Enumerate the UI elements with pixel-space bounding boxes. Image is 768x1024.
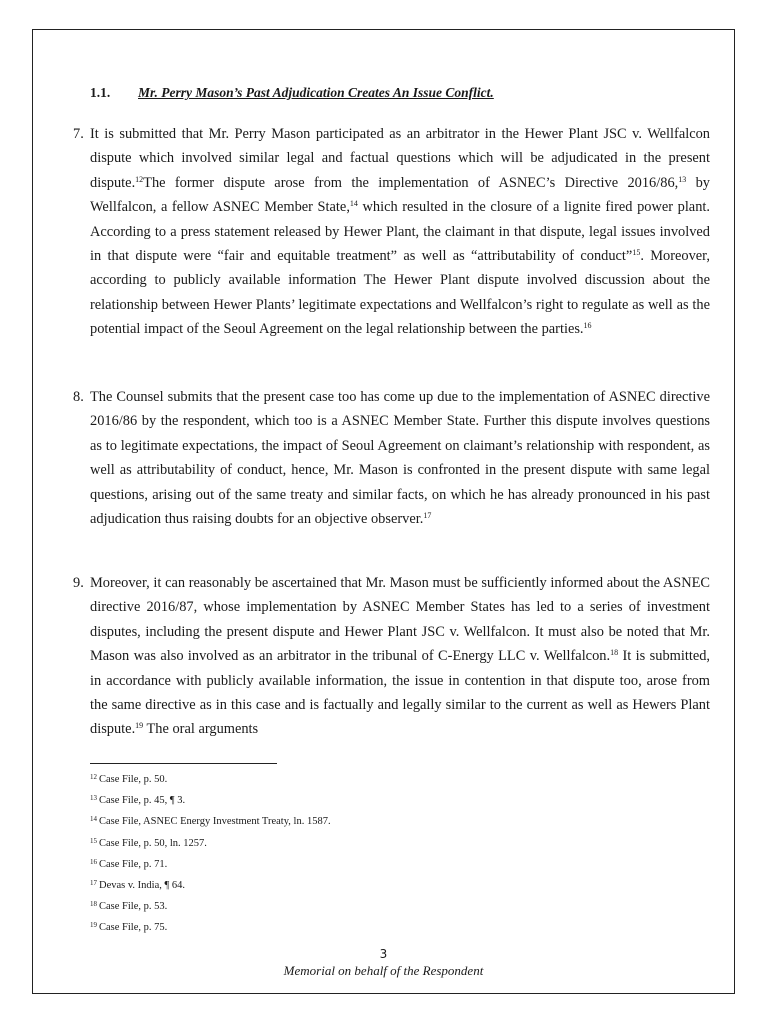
paragraph-text: by Wellfalcon, a fellow ASNEC Member State, [90, 174, 710, 216]
footnote: $^{17}$ Devas v. India, ¶ 64. [90, 878, 186, 891]
footnote-ref: 15 [632, 248, 641, 258]
paragraph-text: . Moreover, according to publicly available information The Hewer Plant dispute involved discussion about the relationship between Hewer Plants’ legitimate expectations and Wellfalcon’s right to regulate as well as the potential impact of the Seoul Agreement on the legal relationship between the parties. [90, 248, 710, 338]
footnote-ref: 12 [135, 174, 144, 184]
paragraph-number: 7. [73, 126, 84, 142]
footnote-ref: 14 [349, 199, 358, 209]
paragraph-8 [73, 385, 710, 531]
footnote: $^{19}$ Case File, p. 75. [90, 921, 168, 934]
footer-title: Memorial on behalf of the Respondent [283, 963, 484, 978]
document-page [32, 29, 735, 994]
footnote-ref: 18 [610, 648, 619, 658]
section-heading [90, 85, 494, 101]
paragraph-text: It is submitted, in accordance with publicly available information, the issue in contention in that dispute too, arose from the same directive as in this case and is factually and legally similar to the current as well as Hewers Plant dispute. [90, 648, 711, 738]
page-number: 3 [379, 947, 388, 961]
section-title: Mr. Perry Mason’s Past Adjudication Creates An Issue Conflict. [138, 85, 494, 100]
paragraph-text: It is submitted that Mr. Perry Mason participated as an arbitrator in the Hewer Plant JSC v. Wellfalcon dispute which involved similar legal and factual questions which will be adjudicated in the present dispute. [90, 126, 710, 191]
footnote-ref: 16 [583, 321, 592, 331]
footnotes [90, 769, 331, 939]
section-number: 1.1. [90, 85, 111, 100]
footnote: $^{16}$ Case File, p. 71. [90, 857, 168, 870]
paragraph-number: 9. [73, 575, 84, 591]
paragraph-7 [73, 122, 710, 342]
footnote: $^{15}$ Case File, p. 50, ln. 1257. [90, 836, 207, 849]
paragraph-body [90, 571, 710, 742]
paragraph-9 [73, 571, 711, 742]
footnote: $^{12}$ Case File, p. 50. [90, 773, 168, 785]
paragraph-text: which resulted in the closure of a lignite fired power plant. According to a press statement released by Hewer Plant, the claimant in that dispute, legal issues involved in that dispute were “fair and equitable treatment” as well as “attributability of conduct” [90, 199, 710, 265]
footnote-ref: 19 [135, 721, 144, 731]
paragraph-text: The oral arguments [143, 721, 259, 738]
footnote-ref: 17 [423, 511, 432, 521]
paragraph-text: The former dispute arose from the implementation of ASNEC’s Directive 2016/86, [143, 174, 679, 191]
footnote-ref: 13 [678, 174, 687, 184]
paragraph-number: 8. [73, 389, 84, 405]
footnote: $^{14}$ Case File, ASNEC Energy Investment Treaty, ln. 1587. [90, 815, 331, 828]
paragraph-text: Moreover, it can reasonably be ascertained that Mr. Mason must be sufficiently informed about the ASNEC directive 2016/87, whose implementation by ASNEC Member States has led to a series of investment disputes, including the present dispute and Hewer Plant JSC v. Wellfalcon. It must also be noted that Mr. Mason was also involved as an arbitrator in the tribunal of C-Energy LLC v. Wellfalcon. [90, 575, 710, 665]
paragraph-body [90, 122, 710, 342]
footnote-separator [90, 763, 277, 764]
footnote: $^{13}$ Case File, p. 45, ¶ 3. [90, 794, 186, 807]
footnote: $^{18}$ Case File, p. 53. [90, 900, 168, 913]
paragraph-body [90, 385, 710, 531]
paragraph-text: The Counsel submits that the present case too has come up due to the implementation of ASNEC directive 2016/86 by the respondent, which too is a ASNEC Member State. Further this dispute involves questions as to legitimate expectations, the impact of Seoul Agreement on claimant’s relationship with respondent, as well as attributability of conduct, hence, Mr. Mason is confronted in the present dispute with same legal questions, arising out of the same treaty and similar facts, on which he has already pronounced in his past adjudication thus raising doubts for an objective observer. [90, 389, 710, 528]
